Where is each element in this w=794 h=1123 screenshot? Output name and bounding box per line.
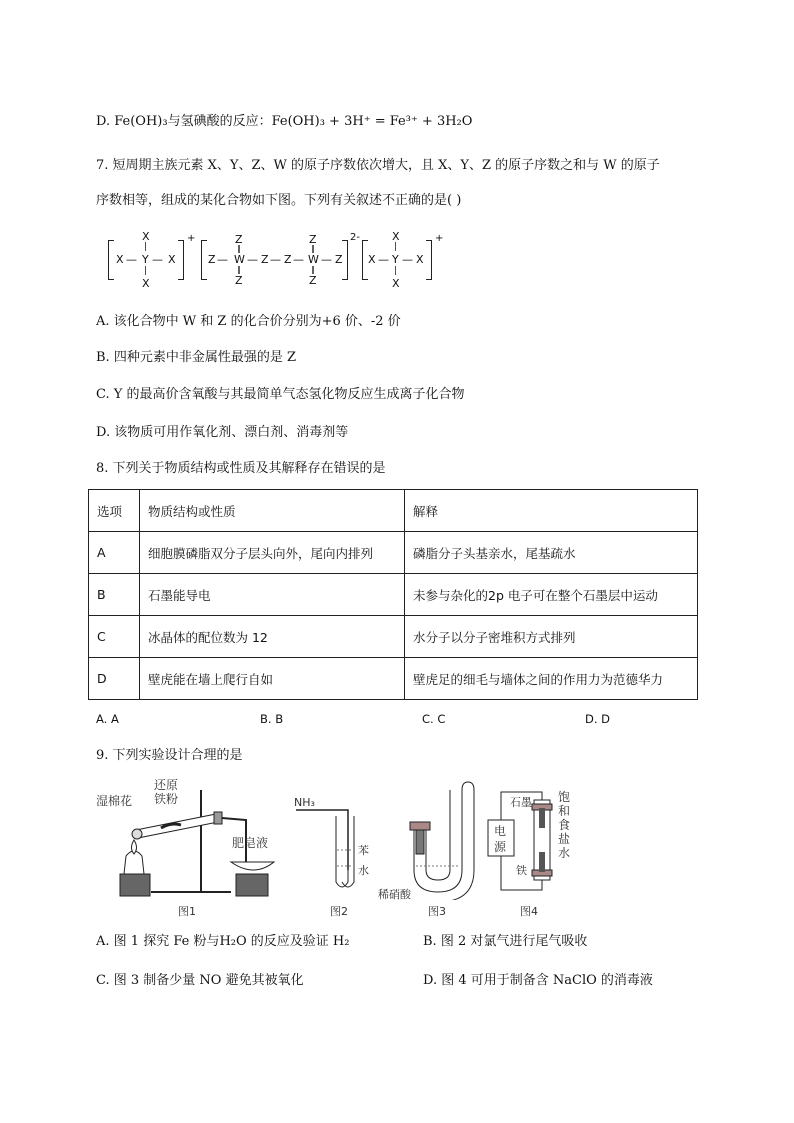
- fig4-label-graphite: 石墨: [510, 796, 532, 809]
- row-label: D: [89, 658, 140, 700]
- q8-answer-a: A. A: [96, 712, 119, 726]
- header-property: 物质结构或性质: [140, 490, 405, 532]
- fig2-label-nh3: NH₃: [294, 796, 315, 809]
- row-explanation: 水分子以分子密堆积方式排列: [405, 616, 698, 658]
- row-label: C: [89, 616, 140, 658]
- figure-1: [96, 770, 296, 920]
- q8-answer-d: D. D: [585, 712, 611, 726]
- charge-mid: 2-: [350, 232, 360, 243]
- fig3-caption: 图3: [428, 905, 446, 918]
- figure-2: [290, 770, 380, 920]
- q8-answer-c: C. C: [422, 712, 446, 726]
- fig1-label-wet-cotton: 湿棉花: [96, 794, 133, 808]
- bracket-left-open: [108, 240, 114, 280]
- row-label: A: [89, 532, 140, 574]
- q9-option-c: C. 图 3 制备少量 NO 避免其被氧化: [96, 973, 304, 988]
- bracket-left-close: [178, 240, 184, 280]
- q7-option-b: B. 四种元素中非金属性最强的是 Z: [96, 350, 296, 365]
- charge-right: +: [435, 233, 444, 244]
- fig2-label-water: 水: [358, 864, 369, 877]
- charge-left: +: [187, 233, 196, 244]
- figure-4: [480, 770, 600, 920]
- bracket-right-close: [426, 240, 432, 280]
- row-label: B: [89, 574, 140, 616]
- figure-3-apparatus: [378, 770, 488, 900]
- table-row: [89, 574, 698, 616]
- fig4-label-brine: 饱和食盐水: [558, 790, 571, 860]
- row-explanation: 未参与杂化的2p 电子可在整个石墨层中运动: [405, 574, 698, 616]
- figure-2-apparatus: [290, 770, 380, 900]
- q9-stem: 9. 下列实验设计合理的是: [96, 748, 243, 763]
- q7-option-d: D. 该物质可用作氧化剂、漂白剂、消毒剂等: [96, 425, 349, 440]
- row-property: 细胞膜磷脂双分子层头向外，尾向内排列: [140, 532, 405, 574]
- fig4-label-power-1: 电: [494, 824, 507, 838]
- q9-option-a: A. 图 1 探究 Fe 粉与H₂O 的反应及验证 H₂: [96, 934, 350, 949]
- fig3-label-acid: 稀硝酸: [378, 888, 411, 901]
- q9-option-d: D. 图 4 可用于制备含 NaClO 的消毒液: [423, 973, 653, 988]
- bracket-mid-open: [201, 240, 207, 280]
- q8-answer-b: B. B: [260, 712, 284, 726]
- fig4-caption: 图4: [520, 905, 538, 918]
- fig2-caption: 图2: [330, 905, 348, 918]
- q9-option-b: B. 图 2 对氯气进行尾气吸收: [423, 934, 588, 949]
- q6-option-d-text: D. Fe(OH)₃与氢碘酸的反应：Fe(OH)₃ + 3H⁺ = Fe³⁺ + 3H₂O: [96, 114, 473, 129]
- table-row: [89, 658, 698, 700]
- q7-stem-line1: 7. 短周期主族元素 X、Y、Z、W 的原子序数依次增大，且 X、Y、Z 的原子序数之和与 W 的原子: [96, 158, 660, 173]
- q7-stem-line2: 序数相等，组成的某化合物如下图。下列有关叙述不正确的是( ): [96, 193, 462, 208]
- fig1-caption: 图1: [178, 905, 196, 918]
- fig4-label-power-2: 源: [494, 840, 507, 854]
- row-property: 石墨能导电: [140, 574, 405, 616]
- figure-3: [378, 770, 488, 920]
- fig1-label-iron-line2: 铁粉: [154, 792, 179, 806]
- row-property: 冰晶体的配位数为 12: [140, 616, 405, 658]
- row-explanation: 磷脂分子头基亲水，尾基疏水: [405, 532, 698, 574]
- q8-stem: 8. 下列关于物质结构或性质及其解释存在错误的是: [96, 461, 386, 476]
- q8-table: [88, 489, 698, 700]
- header-explanation: 解释: [405, 490, 698, 532]
- q6-option-d: [96, 113, 472, 131]
- bracket-mid-close: [342, 240, 348, 280]
- fig4-label-iron: 铁: [516, 864, 527, 877]
- table-row: [89, 616, 698, 658]
- q7-structure-diagram: X | X — Y — X | X + Z — Z ‖ W ‖ Z — Z — Z — Z ‖ W ‖ Z — Z 2- X | X — Y — X | X +: [104, 226, 464, 296]
- row-property: 壁虎能在墙上爬行自如: [140, 658, 405, 700]
- fig1-label-soap: 肥皂液: [232, 836, 269, 850]
- table-header-row: [89, 490, 698, 532]
- fig1-label-iron-line1: 还原: [154, 778, 179, 792]
- fig2-label-benzene: 苯: [358, 844, 369, 857]
- q7-option-c: C. Y 的最高价含氧酸与其最简单气态氢化物反应生成离子化合物: [96, 387, 465, 402]
- header-option: 选项: [89, 490, 140, 532]
- q7-option-a: A. 该化合物中 W 和 Z 的化合价分别为+6 价、-2 价: [96, 314, 401, 329]
- row-explanation: 壁虎足的细毛与墙体之间的作用力为范德华力: [405, 658, 698, 700]
- table-row: [89, 532, 698, 574]
